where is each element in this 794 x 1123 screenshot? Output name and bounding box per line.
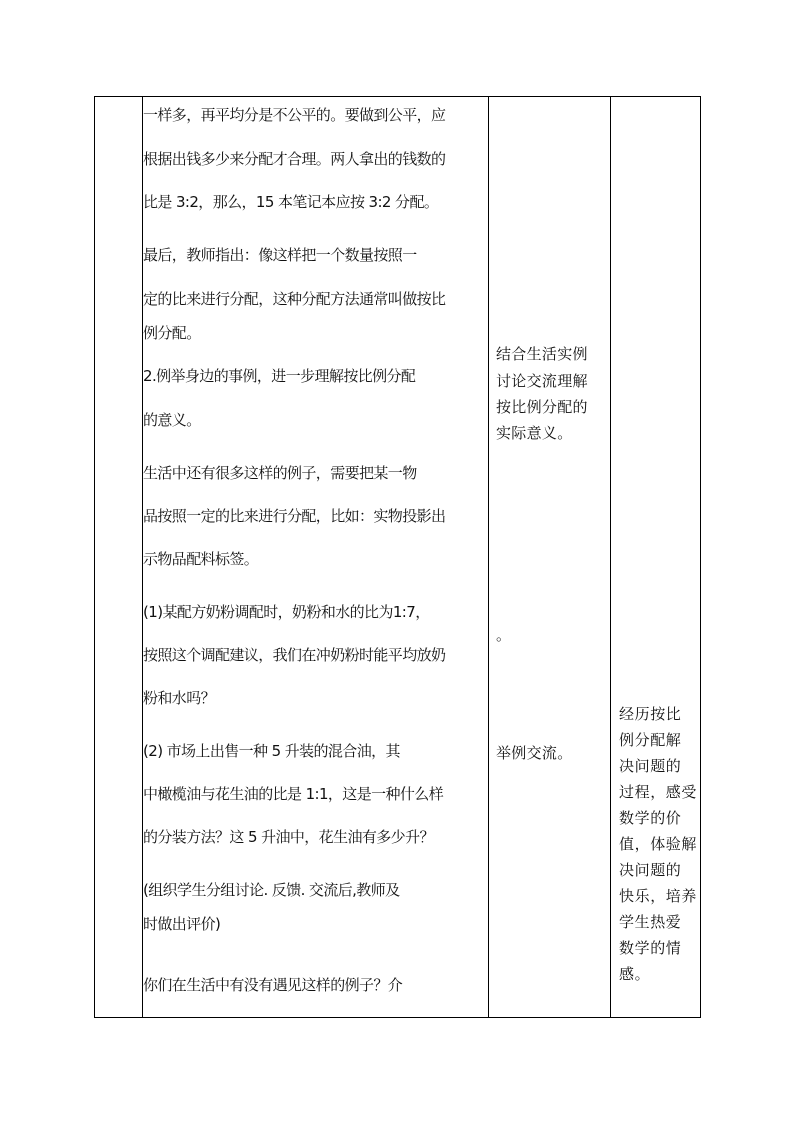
text-line: (2) 市场上出售一种 5 升装的混合油，其: [143, 742, 400, 760]
lesson-table: [94, 96, 701, 1018]
text-line: 决问题的: [619, 757, 682, 775]
text-line: (组织学生分组讨论. 反馈. 交流后,教师及: [143, 881, 400, 899]
table-divider: [610, 97, 611, 1017]
text-line: 。: [496, 626, 512, 644]
text-line: 讨论交流理解: [496, 372, 588, 390]
text-line: 时做出评价): [143, 915, 221, 933]
text-line: 一样多，再平均分是不公平的。要做到公平，应: [143, 106, 446, 124]
text-line: 按照这个调配建议，我们在冲奶粉时能平均放奶: [143, 646, 446, 664]
text-line: 值，体验解: [619, 835, 698, 853]
teaching-process-cell: [143, 97, 489, 1017]
text-line: 快乐，培养: [619, 887, 698, 905]
student-activity-cell: [492, 97, 609, 1017]
text-line: 实际意义。: [496, 424, 573, 442]
text-line: 举例交流。: [496, 744, 573, 762]
text-line: 比是 3:2，那么，15 本笔记本应按 3:2 分配。: [143, 193, 439, 211]
text-line: (1)某配方奶粉调配时，奶粉和水的比为1:7，: [143, 603, 430, 621]
text-line: 最后，教师指出：像这样把一个数量按照一: [143, 246, 417, 264]
text-line: 学生热爱: [619, 913, 682, 931]
design-intent-cell: [613, 97, 699, 1017]
text-line: 的意义。: [143, 411, 201, 429]
text-line: 数学的价: [619, 809, 682, 827]
text-line: 根据出钱多少来分配才合理。两人拿出的钱数的: [143, 150, 446, 168]
text-line: 的分装方法？这 5 升油中，花生油有多少升？: [143, 828, 434, 846]
text-line: 经历按比: [619, 705, 682, 723]
text-line: 中橄榄油与花生油的比是 1:1，这是一种什么样: [143, 785, 444, 803]
text-line: 2.例举身边的事例，进一步理解按比例分配: [143, 367, 416, 385]
text-line: 粉和水吗？: [143, 689, 216, 707]
text-line: 定的比来进行分配，这种分配方法通常叫做按比: [143, 290, 446, 308]
text-line: 感。: [619, 965, 651, 983]
text-line: 数学的情: [619, 939, 682, 957]
text-line: 过程，感受: [619, 783, 698, 801]
text-line: 示物品配料标签。: [143, 550, 259, 568]
text-line: 决问题的: [619, 861, 682, 879]
text-line: 生活中还有很多这样的例子，需要把某一物: [143, 464, 417, 482]
text-line: 按比例分配的: [496, 398, 588, 416]
text-line: 品按照一定的比来进行分配，比如：实物投影出: [143, 507, 446, 525]
text-line: 例分配解: [619, 731, 682, 749]
text-line: 结合生活实例: [496, 345, 588, 363]
text-line: 例分配。: [143, 324, 201, 342]
text-line: 你们在生活中有没有遇见这样的例子？介: [143, 976, 403, 994]
